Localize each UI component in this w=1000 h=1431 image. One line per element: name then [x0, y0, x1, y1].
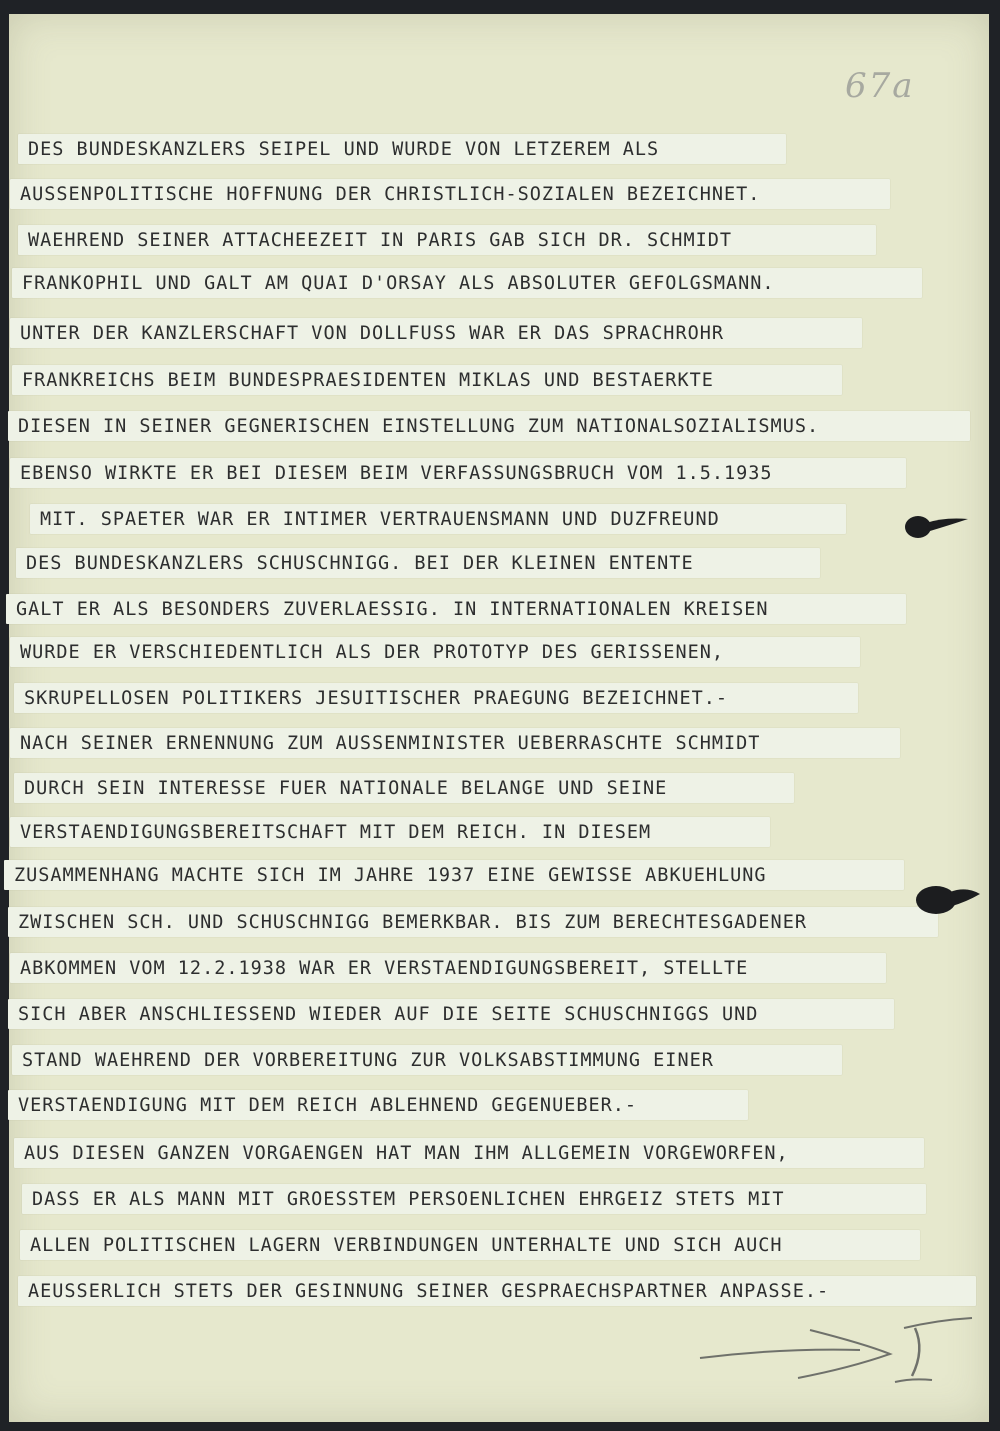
text-line: FRANKOPHIL UND GALT AM QUAI D'ORSAY ALS ABSOLUTER GEFOLGSMANN. — [12, 268, 922, 298]
page-number: 67a — [845, 66, 915, 106]
ink-blot-icon — [900, 505, 972, 545]
text-line: AEUSSERLICH STETS DER GESINNUNG SEINER GESPRAECHSPARTNER ANPASSE.- — [18, 1276, 976, 1306]
text-line: STAND WAEHREND DER VORBEREITUNG ZUR VOLKSABSTIMMUNG EINER — [12, 1045, 842, 1075]
text-line: ALLEN POLITISCHEN LAGERN VERBINDUNGEN UNTERHALTE UND SICH AUCH — [20, 1230, 920, 1260]
text-line: SKRUPELLOSEN POLITIKERS JESUITISCHER PRAEGUNG BEZEICHNET.- — [14, 683, 858, 713]
text-line: GALT ER ALS BESONDERS ZUVERLAESSIG. IN INTERNATIONALEN KREISEN — [6, 594, 906, 624]
text-line: VERSTAENDIGUNGSBEREITSCHAFT MIT DEM REICH. IN DIESEM — [10, 817, 770, 847]
text-line: DIESEN IN SEINER GEGNERISCHEN EINSTELLUNG ZUM NATIONALSOZIALISMUS. — [8, 411, 970, 441]
text-line: DES BUNDESKANZLERS SEIPEL UND WURDE VON LETZEREM ALS — [18, 134, 786, 164]
text-line: DURCH SEIN INTERESSE FUER NATIONALE BELANGE UND SEINE — [14, 773, 794, 803]
text-line: VERSTAENDIGUNG MIT DEM REICH ABLEHNEND GEGENUEBER.- — [8, 1090, 748, 1120]
ink-blot-icon — [910, 878, 982, 922]
text-line: ZWISCHEN SCH. UND SCHUSCHNIGG BEMERKBAR. BIS ZUM BERECHTESGADENER — [8, 907, 938, 937]
text-line: UNTER DER KANZLERSCHAFT VON DOLLFUSS WAR ER DAS SPRACHROHR — [10, 318, 862, 348]
text-line: MIT. SPAETER WAR ER INTIMER VERTRAUENSMANN UND DUZFREUND — [30, 504, 846, 534]
text-line: ABKOMMEN VOM 12.2.1938 WAR ER VERSTAENDIGUNGSBEREIT, STELLTE — [10, 953, 886, 983]
text-line: DASS ER ALS MANN MIT GROESSTEM PERSOENLICHEN EHRGEIZ STETS MIT — [22, 1184, 926, 1214]
text-line: AUS DIESEN GANZEN VORGAENGEN HAT MAN IHM ALLGEMEIN VORGEWORFEN, — [14, 1138, 924, 1168]
text-line: AUSSENPOLITISCHE HOFFNUNG DER CHRISTLICH-SOZIALEN BEZEICHNET. — [10, 179, 890, 209]
text-line: WAEHREND SEINER ATTACHEEZEIT IN PARIS GAB SICH DR. SCHMIDT — [18, 225, 876, 255]
text-line: WURDE ER VERSCHIEDENTLICH ALS DER PROTOTYP DES GERISSENEN, — [10, 637, 860, 667]
pencil-closing-mark-icon — [690, 1310, 980, 1390]
text-line: NACH SEINER ERNENNUNG ZUM AUSSENMINISTER UEBERRASCHTE SCHMIDT — [10, 728, 900, 758]
text-line: ZUSAMMENHANG MACHTE SICH IM JAHRE 1937 EINE GEWISSE ABKUEHLUNG — [4, 860, 904, 890]
text-line: EBENSO WIRKTE ER BEI DIESEM BEIM VERFASSUNGSBRUCH VOM 1.5.1935 — [10, 458, 906, 488]
text-line: FRANKREICHS BEIM BUNDESPRAESIDENTEN MIKLAS UND BESTAERKTE — [12, 365, 842, 395]
text-line: SICH ABER ANSCHLIESSEND WIEDER AUF DIE SEITE SCHUSCHNIGGS UND — [8, 999, 894, 1029]
text-line: DES BUNDESKANZLERS SCHUSCHNIGG. BEI DER KLEINEN ENTENTE — [16, 548, 820, 578]
